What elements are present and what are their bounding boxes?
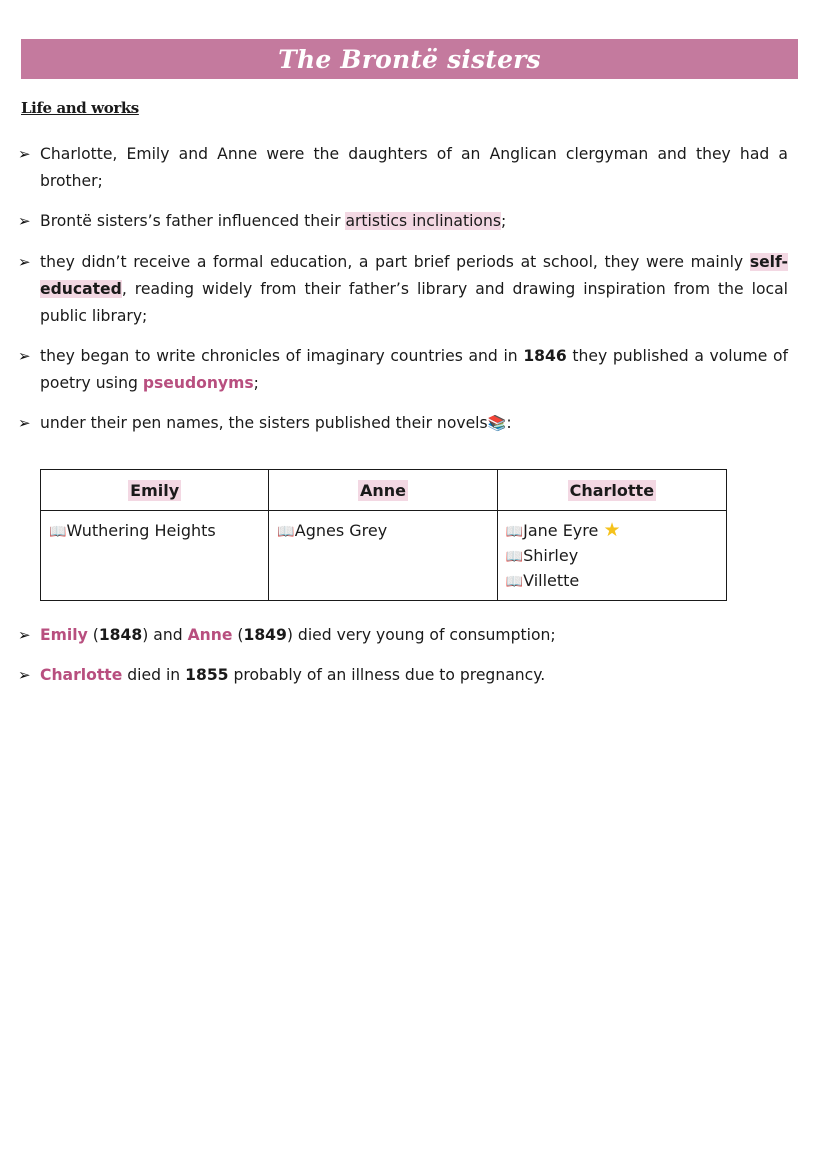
anne-novels-cell — [269, 511, 497, 601]
year-1848: 1848 — [98, 626, 143, 644]
novel-villette: 📖Villette — [505, 571, 580, 590]
bullet-deaths-emily-anne — [18, 622, 788, 649]
arrow-bullet-icon: ➢ — [18, 666, 31, 684]
bullet-education — [18, 249, 788, 330]
arrow-bullet-icon: ➢ — [18, 212, 31, 230]
open-book-icon: 📖 — [49, 524, 67, 540]
arrow-bullet-icon: ➢ — [18, 253, 31, 271]
bullet-text: Emily (1848) and Anne (1849) died very young of consumption; — [40, 626, 556, 644]
page-title: The Brontë sisters — [278, 44, 541, 74]
highlight-artistics-inclinations: artistics inclinations — [345, 212, 501, 230]
star-icon: ★ — [603, 519, 621, 541]
bullet-father-influence — [18, 208, 788, 235]
bullet-text: they didn’t receive a formal education, a part brief periods at school, they were mainly self-educated, reading widely from their father’s library and drawing inspiration from the local public library; — [40, 253, 788, 325]
bullet-text: they began to write chronicles of imaginary countries and in 1846 they published a volume of poetry using pseudonyms; — [40, 347, 788, 392]
header-charlotte: Charlotte — [497, 470, 726, 511]
bullet-text: Brontë sisters’s father influenced their artistics inclinations; — [40, 212, 507, 230]
table-header-row — [41, 470, 727, 511]
novel-wuthering-heights: 📖Wuthering Heights — [49, 521, 216, 540]
charlotte-novels-cell — [497, 511, 726, 601]
arrow-bullet-icon: ➢ — [18, 145, 31, 163]
header-emily: Emily — [41, 470, 269, 511]
emily-novels-cell — [41, 511, 269, 601]
name-charlotte: Charlotte — [40, 666, 123, 684]
name-anne: Anne — [187, 626, 233, 644]
bullet-death-charlotte — [18, 662, 788, 689]
open-book-icon: 📖 — [505, 524, 524, 540]
arrow-bullet-icon: ➢ — [18, 626, 31, 644]
highlight-self-educated: self-educated — [40, 253, 788, 298]
novels-table — [40, 469, 727, 601]
bullet-chronicles — [18, 343, 788, 397]
arrow-bullet-icon: ➢ — [18, 414, 31, 432]
bullet-daughters — [18, 141, 788, 195]
novel-shirley: 📖Shirley — [505, 546, 579, 565]
open-book-icon: 📖 — [505, 574, 524, 590]
novel-jane-eyre: 📖Jane Eyre ★ — [505, 519, 621, 541]
open-book-icon: 📖 — [505, 549, 524, 565]
section-heading: Life and works — [21, 99, 139, 117]
bullet-text: Charlotte died in 1855 probably of an illness due to pregnancy. — [40, 666, 546, 684]
year-1849: 1849 — [243, 626, 287, 644]
books-stack-icon: 📚 — [487, 414, 507, 432]
year-1855: 1855 — [185, 666, 229, 684]
year-1846: 1846 — [523, 347, 567, 365]
novel-agnes-grey: 📖Agnes Grey — [277, 521, 388, 540]
bullet-text: under their pen names, the sisters published their novels📚: — [40, 414, 512, 432]
open-book-icon: 📖 — [277, 524, 295, 540]
bullet-text: Charlotte, Emily and Anne were the daughters of an Anglican clergyman and they had a brother; — [40, 145, 788, 190]
table-row — [41, 511, 727, 601]
header-anne: Anne — [269, 470, 497, 511]
title-banner — [21, 39, 798, 79]
bullet-pen-names — [18, 410, 788, 437]
arrow-bullet-icon: ➢ — [18, 347, 31, 365]
pseudonyms-term: pseudonyms — [142, 374, 254, 392]
name-emily: Emily — [40, 626, 88, 644]
